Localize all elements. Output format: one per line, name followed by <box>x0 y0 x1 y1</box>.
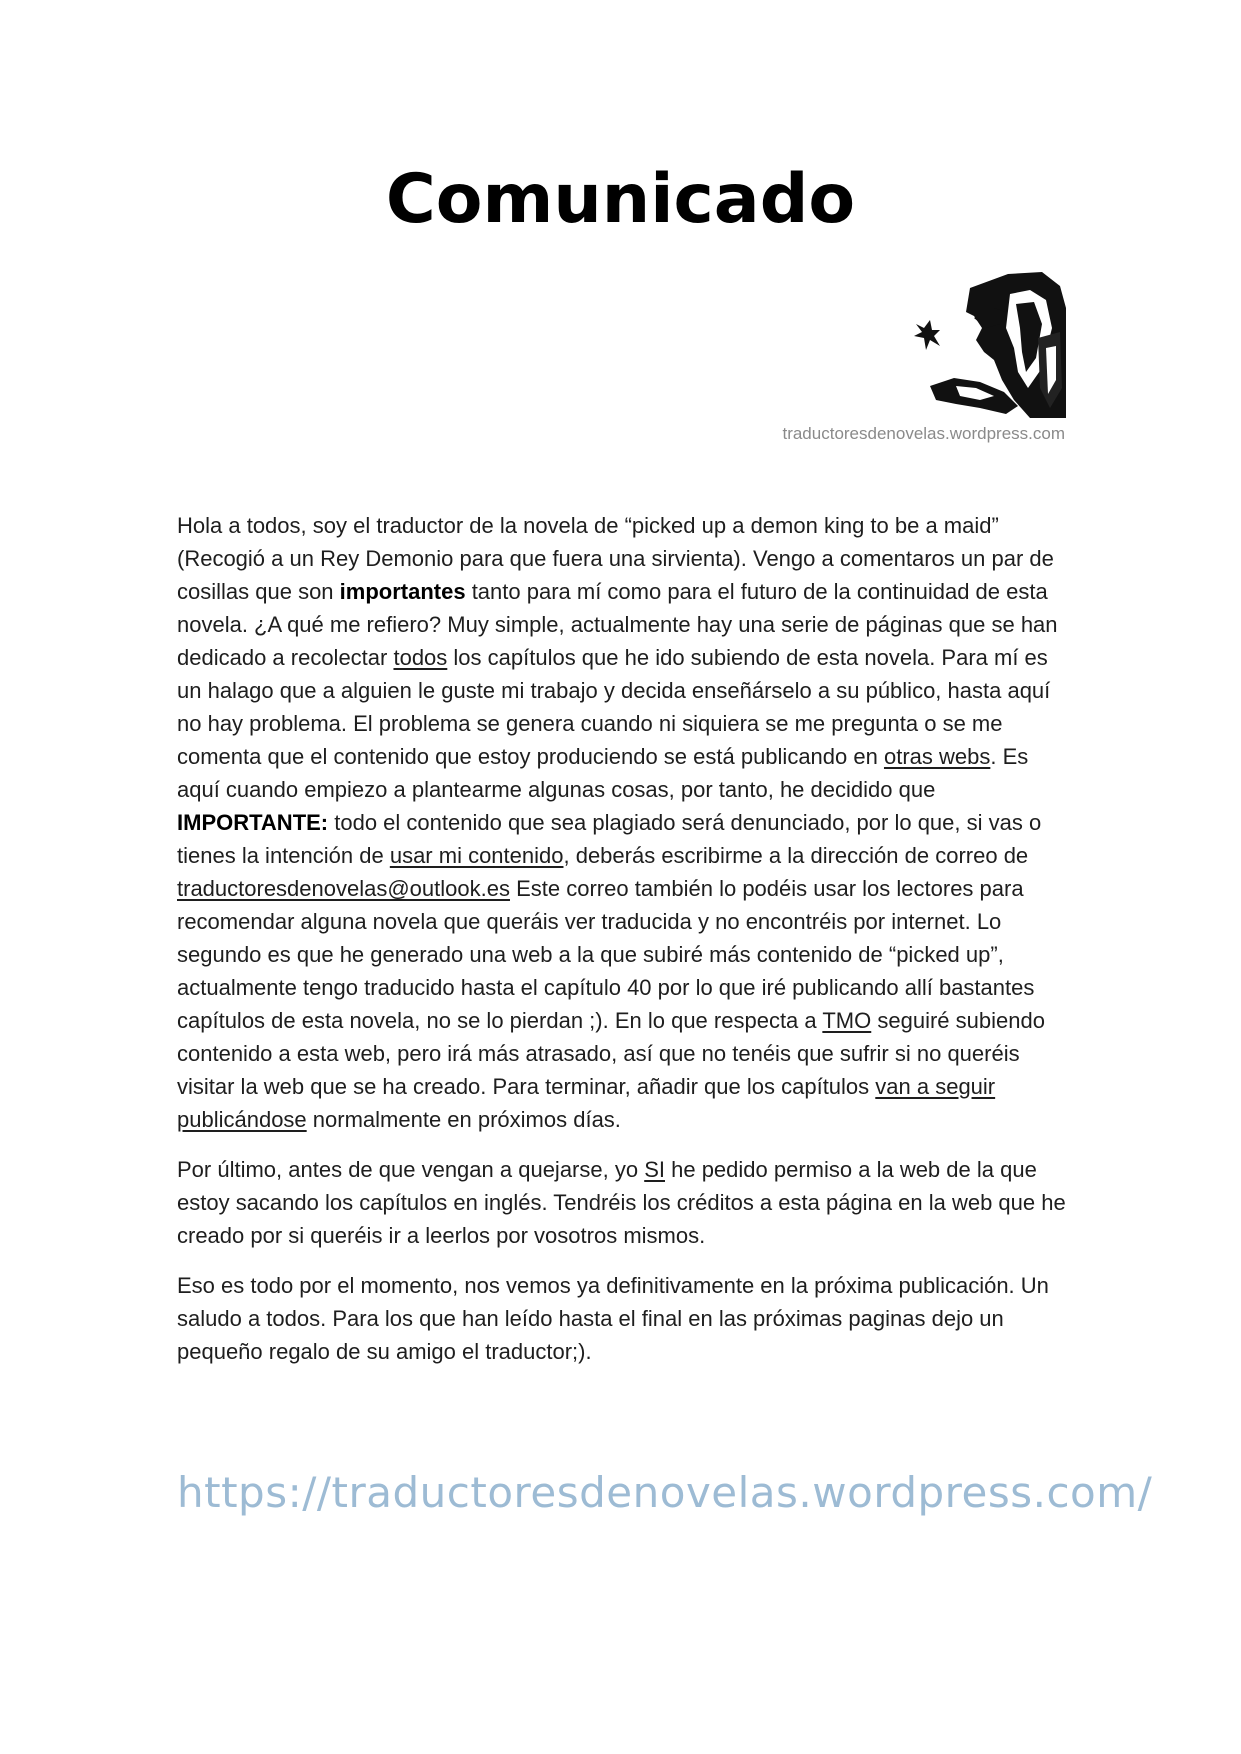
underlined-text: SI <box>644 1157 665 1182</box>
text-run: , deberás escribirme a la dirección de correo de <box>563 843 1029 868</box>
logo-caption: traductoresdenovelas.wordpress.com <box>782 424 1065 443</box>
text-run: tanto para mí como para el futuro de la continuidad de esta novela. ¿A qué me refiero? Muy simple, actualmente hay una serie de páginas que se han dedicado a recolectar <box>177 579 1058 670</box>
text-run: todo el contenido que sea plagiado será denunciado, por lo que, si vas o tienes la intención de <box>177 810 1042 868</box>
underlined-text: TMO <box>822 1008 872 1033</box>
paragraph-3 <box>177 1269 1077 1368</box>
text-run: Hola a todos, soy el traductor de la novela de “picked up a demon king to be a maid” (Recogió a un Rey Demonio para que fuera una sirvienta). Vengo a comentaros un par de cosillas que son <box>177 513 1054 604</box>
bold-text: IMPORTANTE: <box>177 810 329 835</box>
hooded-figure-logo <box>910 268 1066 424</box>
article-body <box>177 509 1077 1385</box>
text-run: seguiré subiendo contenido a esta web, pero irá más atrasado, así que no tenéis que sufrir si no queréis visitar la web que se ha creado. Para terminar, añadir que los capítulos <box>177 1008 1045 1099</box>
text-run: . Es aquí cuando empiezo a plantearme algunas cosas, por tanto, he decidido que <box>177 744 1029 802</box>
underlined-text: otras webs <box>883 744 991 769</box>
page-title: Comunicado <box>385 160 856 239</box>
underlined-text: todos <box>393 645 448 670</box>
text-run: Este correo también lo podéis usar los lectores para recomendar alguna novela que queráis ver traducida y no encontréis por internet. Lo segundo es que he generado una web a la que subiré más contenido de “picked up”, actualmente tengo traducido hasta el capítulo 40 por lo que iré publicando allí bastantes capítulos de esta novela, no se lo pierdan ;). En lo que respecta a <box>177 876 1035 1033</box>
paragraph-2 <box>177 1153 1077 1252</box>
footer-url-link[interactable]: https://traductoresdenovelas.wordpress.com/ <box>177 1468 1153 1517</box>
underlined-text: usar mi contenido <box>389 843 564 868</box>
underlined-text: van a seguir publicándose <box>177 1074 996 1132</box>
paragraph-1 <box>177 509 1077 1136</box>
text-run: los capítulos que he ido subiendo de esta novela. Para mí es un halago que a alguien le guste mi trabajo y decida enseñárselo a su público, hasta aquí no hay problema. El problema se genera cuando ni siquiera se me pregunta o se me comenta que el contenido que estoy produciendo se está publicando en <box>177 645 1051 769</box>
underlined-text: traductoresdenovelas@outlook.es <box>177 876 510 901</box>
text-run: he pedido permiso a la web de la que estoy sacando los capítulos en inglés. Tendréis los créditos a esta página en la web que he creado por si queréis ir a leerlos por vosotros mismos. <box>177 1157 1066 1248</box>
text-run: normalmente en próximos días. <box>306 1107 621 1132</box>
bold-text: importantes <box>339 579 466 604</box>
text-run: Eso es todo por el momento, nos vemos ya definitivamente en la próxima publicación. Un saludo a todos. Para los que han leído hasta el final en las próximas paginas dejo un pequeño regalo de su amigo el traductor;). <box>177 1273 1049 1364</box>
text-run: Por último, antes de que vengan a quejarse, yo <box>177 1157 645 1182</box>
